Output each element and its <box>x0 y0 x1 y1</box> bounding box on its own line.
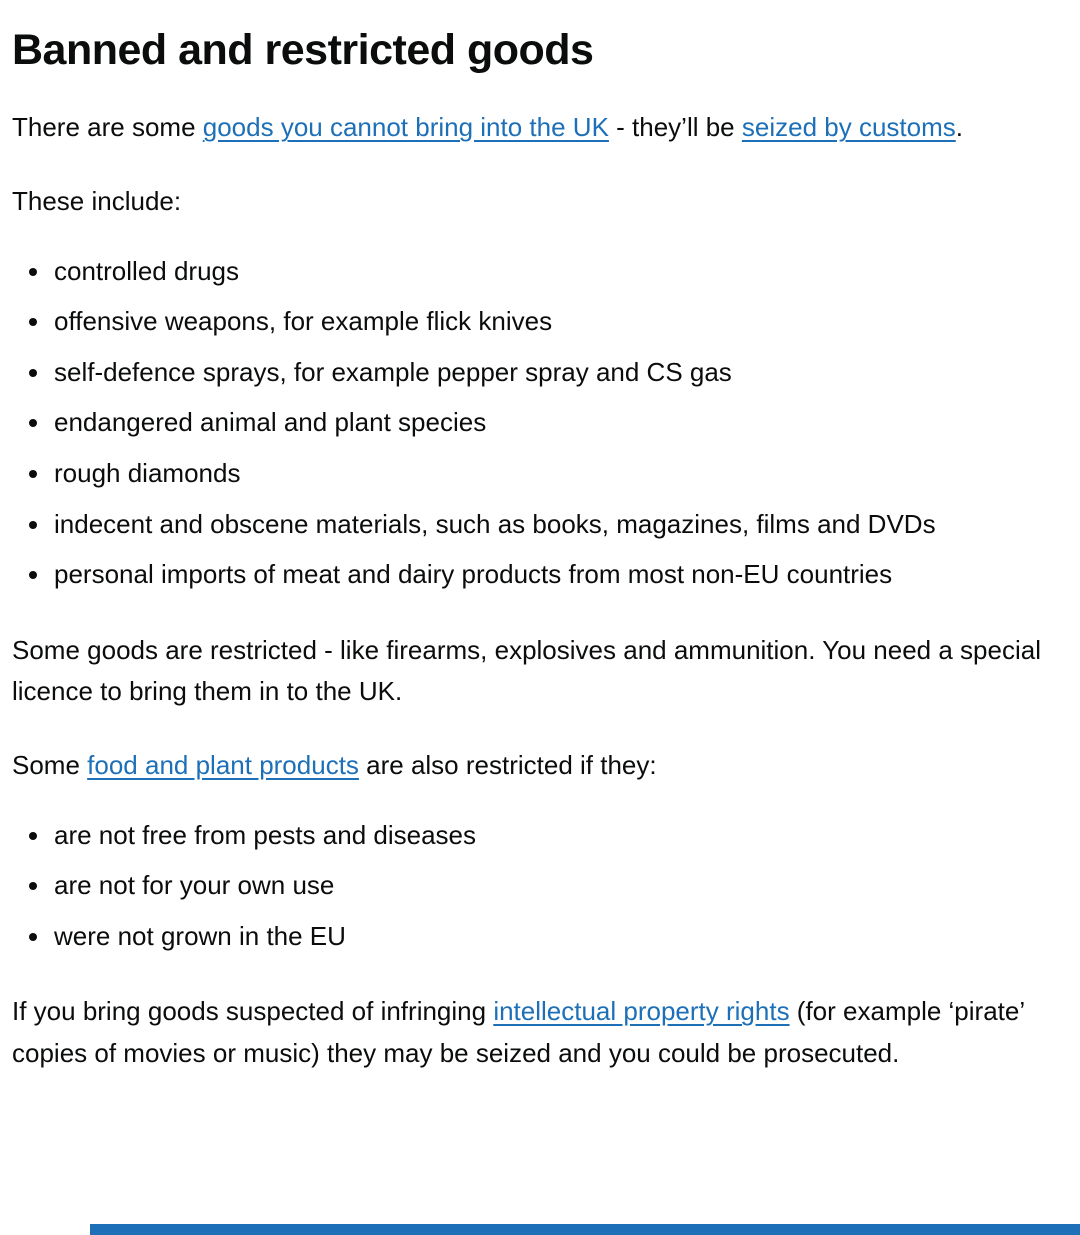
food-text-pre: Some <box>12 749 88 780</box>
list-item: • self-defence sprays, for example pepper spray and CS gas <box>52 352 1066 394</box>
restricted-goods-paragraph: Some goods are restricted - like firearms, explosives and ammunition. You need a special licence to bring them in to the UK. <box>12 634 1041 707</box>
food-text-post: are also restricted if they: <box>358 749 657 780</box>
link-intellectual-property-rights[interactable]: intellectual property rights <box>493 996 790 1027</box>
restricted-conditions-list <box>12 815 1066 958</box>
link-seized-by-customs[interactable]: seized by customs <box>741 112 956 143</box>
list-item: • rough diamonds <box>52 453 1066 495</box>
list-item: • indecent and obscene materials, such as books, magazines, films and DVDs <box>52 504 1066 546</box>
intro-text-post: . <box>955 112 963 143</box>
link-food-plant-products[interactable]: food and plant products <box>87 749 359 780</box>
banned-goods-list <box>12 251 1066 596</box>
intro-text-mid: - they’ll be <box>608 112 742 143</box>
intro-paragraph <box>12 107 1066 149</box>
intro-text-pre: There are some <box>12 112 203 143</box>
list-item: • endangered animal and plant species <box>52 402 1066 444</box>
page-title: Banned and restricted goods <box>12 26 594 74</box>
link-goods-cannot-bring[interactable]: goods you cannot bring into the UK <box>202 112 609 143</box>
bottom-blue-bar <box>90 1224 1080 1235</box>
list-item: • were not grown in the EU <box>52 916 1066 958</box>
list-item: • offensive weapons, for example flick knives <box>52 301 1066 343</box>
food-plant-paragraph <box>12 745 1066 787</box>
these-include-text: These include: <box>12 186 182 217</box>
list-item: • personal imports of meat and dairy products from most non-EU countries <box>52 554 1066 596</box>
ipr-text-pre: If you bring goods suspected of infringing <box>12 996 494 1027</box>
ipr-text-post: (for example ‘pirate’ copies of movies or music) they may be seized and you could be prosecuted. <box>12 996 1025 1068</box>
list-item: • are not for your own use <box>52 865 1066 907</box>
list-item: • controlled drugs <box>52 251 1066 293</box>
ipr-paragraph <box>12 991 1066 1074</box>
list-item: • are not free from pests and diseases <box>52 815 1066 857</box>
